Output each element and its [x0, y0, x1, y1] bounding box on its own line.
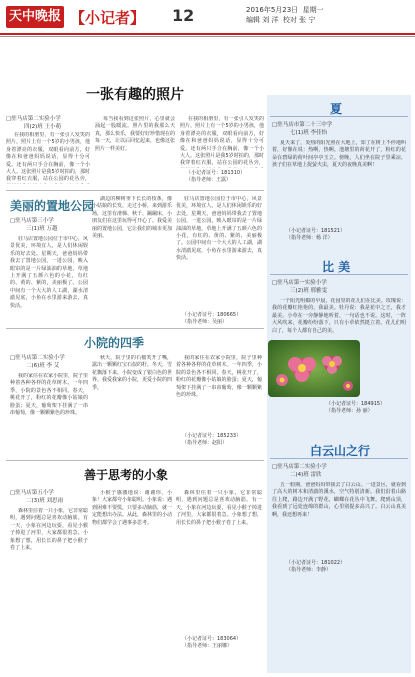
headline-park: 美丽的置地公园 — [10, 199, 95, 213]
body-elephant-col3: 森林里住着一只小象，它非常聪明，遇到问题总是喜欢动脑筋。有一天，小象在河边玩耍，看见小猴子掉进了河里，大家都很着急。小象想了想，用长长的鼻子把小猴子卷了上来。 — [176, 490, 262, 526]
baiyun-rule — [270, 458, 408, 459]
masthead-rule — [0, 33, 415, 35]
masthead — [0, 0, 415, 38]
body-park-col1: 驻马店置地公园位于市中心，风景优美，环境宜人，是人们休闲娱乐的好去处。星期天，爸爸妈妈带我去了置地公园，一进公园，映入眼帘的是一片绿油油的草地，草地上开满了五颜六色的小花，有红的、黄的、紫的，美丽极了。公园中间有一个大大的人工湖，湖水清澈见底，小鱼在水里游来游去，真快活。 — [10, 236, 88, 309]
school-photo: □驻马店第二实验小学 — [6, 116, 61, 122]
flower-photo — [268, 340, 360, 397]
school-yard: □驻马店第二实验小学 — [10, 355, 65, 361]
body-photo-col3: 在我的相册里，有一张引人发笑的照片，照片上有一个5岁的小男孩，他身着漂亮的衣服，双眼看向前方，好像在和爸爸妈妈说话，显得十分可爱。还有两只手合在胸前，像一个小大人。这张照片是我5岁时拍的，那时我穿着红衣服，站在公园的花丛旁， — [180, 116, 264, 167]
body-elephant-col2: 小猴子感激地说：谢谢你，小象！大家都夸小象聪明。小象说：遇到困难不要慌，只要多动脑筋，就一定能想出办法。从此，森林里的小动物们都学会了遇事多思考。 — [92, 490, 172, 526]
body-yard-col1: 我的家住在农家小院里，院子里种着各种各样的花草树木。一年四季，小院的景色各不相同。春天，桃花开了，粉红的花瓣像小姑娘的脸蛋；夏天，葡萄架下挂满了一串串葡萄，像一颗颗紫色的珍珠。 — [10, 373, 88, 417]
body-photo-col2: 每当我看到这张照片，心里就会涌起一股暖流。照片里的我那么天真，那么快乐，我要好好珍惜现在的每一天，让以后回忆起来，也像这张照片一样美好。 — [95, 116, 175, 152]
headline-summer: 夏 — [330, 102, 343, 116]
headline-elephant: 善于思考的小象 — [84, 468, 169, 482]
teacher-summer: （指导老师：杨 洋） — [286, 235, 333, 241]
body-park-col3: 驻马店置地公园位于市中心，风景优美，环境宜人，是人们休闲娱乐的好去处。星期天，爸爸妈妈带我去了置地公园，一进公园，映入眼帘的是一片绿油油的草地，草地上开满了五颜六色的小花，有红的、黄的、紫的，美丽极了。公园中间有一个大大的人工湖，湖水清澈见底，小鱼在水里游来游去，真快活。 — [176, 196, 262, 262]
section-title: 【小记者】 — [70, 9, 146, 27]
article-photo — [6, 40, 264, 190]
flower-illustration — [268, 340, 360, 397]
author-summer: 七(1)班 李佳怡 — [290, 130, 328, 136]
body-summer: 夏天来了，炎热的阳光照在大地上，知了在树上不停地叫着，好像在说：热啊，热啊。池塘里的荷花开了，粉红的花朵在碧绿的荷叶间亭亭玉立。傍晚，人们坐在院子里乘凉，孩子们在草地上捉萤火虫，夏天的夜晚真美啊！ — [272, 140, 406, 169]
divider-3 — [6, 460, 264, 461]
author-park: 三(1)班 万越 — [26, 226, 58, 232]
card-number-park: （小记者证号：180665） — [182, 312, 242, 318]
headline-yard: 小院的四季 — [84, 336, 145, 350]
issue-date: 2016年5月23日 — [246, 6, 299, 14]
weekday: 星期一 — [302, 6, 324, 14]
headline-compare: 比 美 — [322, 260, 351, 274]
school-park: □驻马店第三小学 — [10, 218, 54, 224]
headline-photo: 一张有趣的照片 — [86, 87, 184, 103]
headline-baiyun: 白云山之行 — [310, 444, 371, 458]
teacher-elephant: （指导老师：王丽娜） — [182, 643, 233, 649]
card-number-summer: （小记者证号：181521） — [286, 228, 346, 234]
card-number-photo: （小记者证号：181310） — [186, 170, 246, 176]
card-number-elephant: （小记者证号：183064） — [182, 636, 242, 642]
school-compare: □驻马店第一实验小学 — [272, 280, 327, 286]
masthead-thin-rule — [0, 36, 415, 37]
body-compare: 一个阳光明媚的早晨，花园里的花儿们在比美。玫瑰说：我的花瓣红艳艳的，我最美。牡丹说：我是花中之王，我才最美。小草在一旁静静地听着，一句话也不说。这时，一阵大风吹来，花瓣纷纷落下，只有小草依然挺立着。花儿们明白了，每个人都有自己的美。 — [272, 298, 406, 334]
author-yard: 二(6)班 李 艾 — [26, 363, 60, 369]
school-elephant: □驻马店第五小学 — [10, 490, 54, 496]
body-photo-col1: 在我的相册里，有一张引人发笑的照片，照片上有一个5岁的小男孩，他身着漂亮的衣服，双眼看向前方，好像在和爸爸妈妈说话，显得十分可爱。还有两只手合在胸前，像一个小大人。这张照片是我5岁时拍的，那时我穿着红衣服，站在公园的花丛旁， — [6, 132, 90, 183]
page-number: 12 — [172, 6, 195, 25]
teacher-yard: （指导老师：赵阳） — [182, 440, 228, 446]
card-number-compare: （小记者证号：184915） — [326, 401, 386, 407]
divider-1 — [6, 190, 264, 191]
divider-2 — [6, 328, 264, 329]
compare-rule — [270, 274, 408, 275]
dateline — [246, 5, 324, 25]
teacher-compare: （指导老师：孙 丽） — [326, 408, 373, 414]
body-yard-col2: 秋天，院子里的石榴笑开了嘴，露出一颗颗红宝石似的籽。冬天，雪花飘落下来，小院变成了银白色的世界。我爱我家的小院，更爱小院的四季。 — [92, 355, 172, 391]
newspaper-logo: 天中晚报 — [6, 6, 64, 28]
body-baiyun: 五一假期，爸爸妈妈带我去了白云山。一进景区，就看到了高大的树木和清澈的溪水，空气特别清新。我们沿着山路往上爬，路边开满了野花，蝴蝶在花丛中飞舞。爬到山顶，我看到了远处连绵的群山，心里别提多高兴了。白云山真美啊，我还想再来！ — [272, 482, 406, 518]
card-number-baiyun: （小记者证号：181022） — [286, 560, 346, 566]
school-baiyun: □驻马店第二实验小学 — [272, 464, 327, 470]
school-summer: □驻马店市第二十三中学 — [272, 122, 333, 128]
author-compare: 三(2)班 邢雅雯 — [290, 288, 328, 294]
editor-credit: 编辑 刘 洋 — [246, 16, 279, 24]
author-elephant: 二(3)班 刘思雨 — [26, 498, 64, 504]
teacher-baiyun: （指导老师：李静） — [286, 567, 332, 573]
body-park-col2: 湖边的柳树垂下长长的枝条，像小姑娘的长发。走过小桥，来到游乐场，这里有滑梯、秋千、蹦蹦床，小朋友们在这里玩得可开心了。我爱美丽的置地公园，它让我们的城市更加美丽。 — [92, 196, 172, 240]
card-number-yard: （小记者证号：185233） — [182, 433, 242, 439]
teacher-photo: （指导老师：王露） — [186, 177, 232, 183]
body-elephant-col1: 森林里住着一只小象，它非常聪明，遇到问题总是喜欢动脑筋。有一天，小象在河边玩耍，看见小猴子掉进了河里，大家都很着急。小象想了想，用长长的鼻子把小猴子卷了上来。 — [10, 508, 88, 552]
body-yard-col3: 我的家住在农家小院里，院子里种着各种各样的花草树木。一年四季，小院的景色各不相同。春天，桃花开了，粉红的花瓣像小姑娘的脸蛋；夏天，葡萄架下挂满了一串串葡萄，像一颗颗紫色的珍珠。 — [176, 355, 262, 399]
author-photo: 四(2)班 王小萌 — [24, 124, 62, 130]
summer-rule — [270, 116, 408, 117]
proofreader-credit: 校对 张 宁 — [282, 16, 316, 24]
author-baiyun: 二(4)班 雷欣 — [290, 472, 322, 478]
teacher-park: （指导老师：吴丽） — [182, 319, 228, 325]
